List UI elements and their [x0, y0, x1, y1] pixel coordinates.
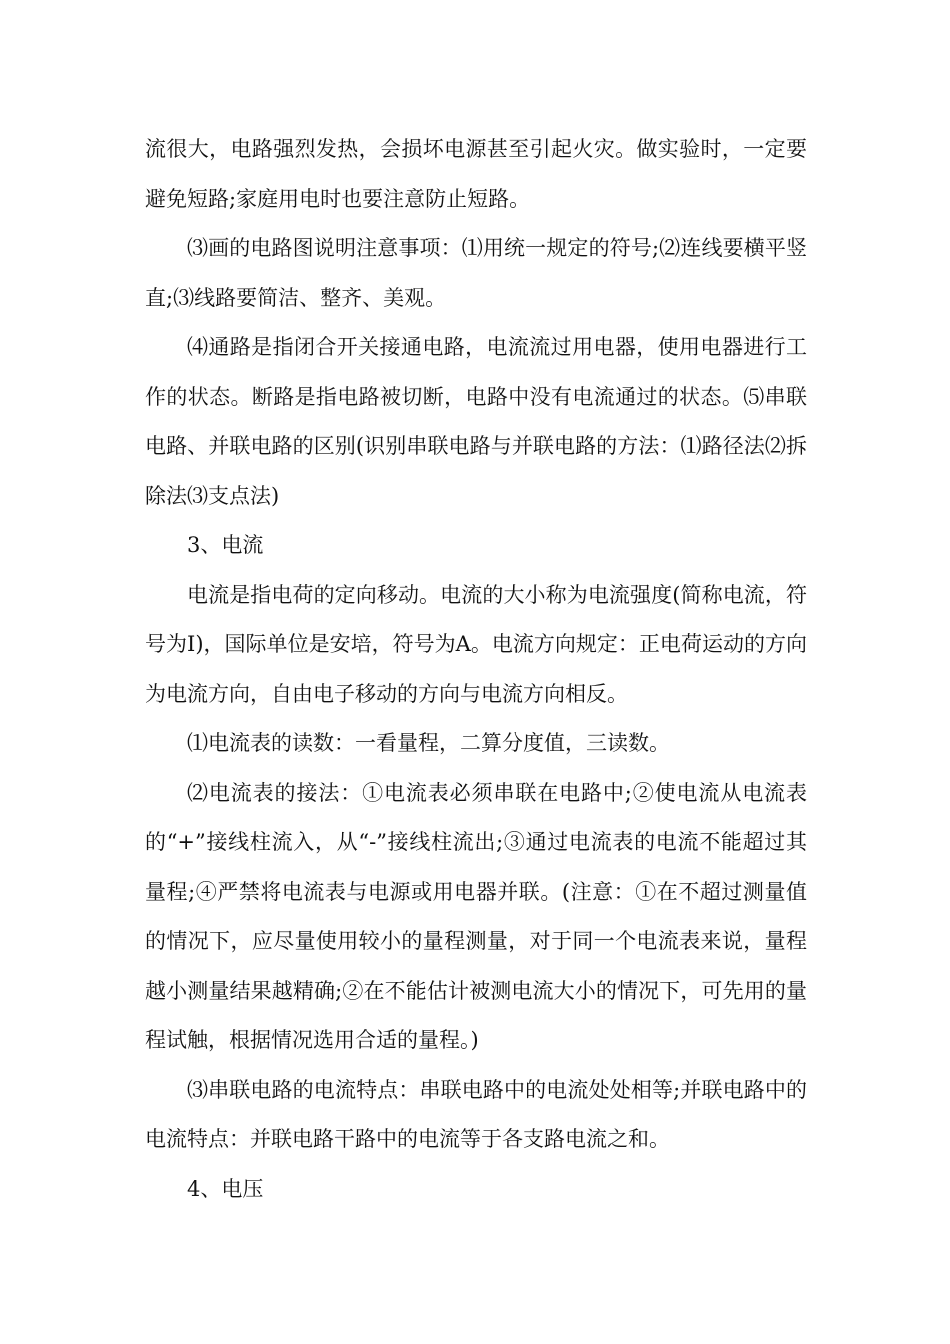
section-heading-current: 3、电流 — [187, 533, 264, 557]
document-body — [145, 125, 807, 1214]
paragraph-short-circuit-continued: 流很大，电路强烈发热，会损坏电源甚至引起火灾。做实验时，一定要避免短路;家庭用电时也要注意防止短路。 — [145, 137, 807, 211]
paragraph-closed-open-circuit: ⑷通路是指闭合开关接通电路，电流流过用电器，使用电器进行工作的状态。断路是指电路被切断，电路中没有电流通过的状态。⑸串联电路、并联电路的区别(识别串联电路与并联电路的方法：⑴路径法⑵拆除法⑶支点法) — [145, 335, 807, 508]
paragraph-ammeter-connection: ⑵电流表的接法：①电流表必须串联在电路中;②使电流从电流表的“+”接线柱流入，从“-”接线柱流出;③通过电流表的电流不能超过其量程;④严禁将电流表与电源或用电器并联。(注意：①在不超过测量值的情况下，应尽量使用较小的量程测量，对于同一个电流表来说，量程越小测量结果越精确;②在不能估计被测电流大小的情况下，可先用的量程试触，根据情况选用合适的量程。) — [145, 780, 807, 1052]
paragraph-circuit-diagram-notes: ⑶画的电路图说明注意事项：⑴用统一规定的符号;⑵连线要横平竖直;⑶线路要简洁、整齐、美观。 — [145, 236, 807, 310]
paragraph-ammeter-reading: ⑴电流表的读数：一看量程，二算分度值，三读数。 — [187, 731, 670, 755]
paragraph-current-definition: 电流是指电荷的定向移动。电流的大小称为电流强度(简称电流，符号为I)，国际单位是安培，符号为A。电流方向规定：正电荷运动的方向为电流方向，自由电子移动的方向与电流方向相反。 — [145, 582, 807, 706]
paragraph-series-parallel-current: ⑶串联电路的电流特点：串联电路中的电流处处相等;并联电路中的电流特点：并联电路干路中的电流等于各支路电流之和。 — [145, 1077, 807, 1151]
section-heading-voltage: 4、电压 — [187, 1176, 264, 1201]
